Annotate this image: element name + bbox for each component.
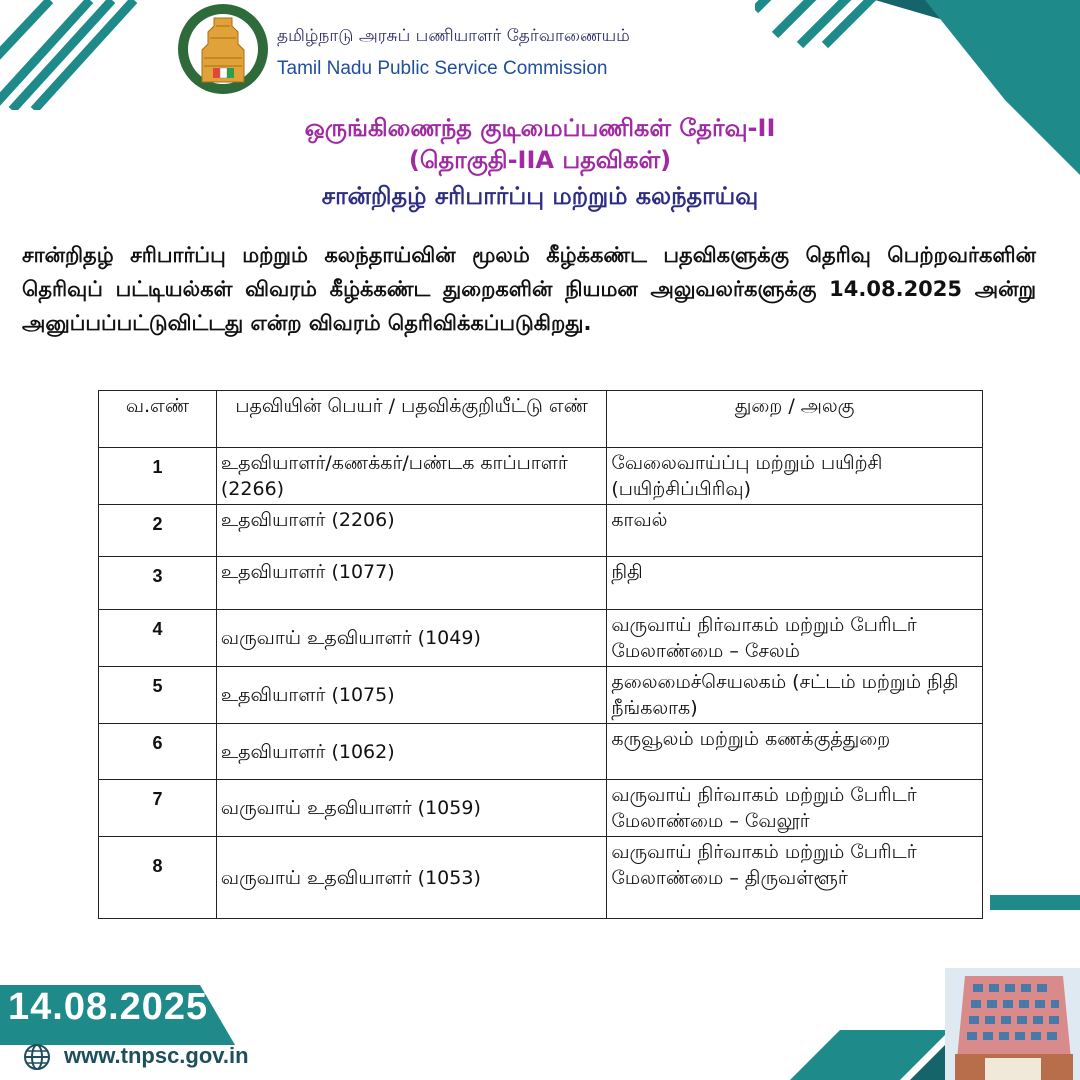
org-name-english: Tamil Nadu Public Service Commission — [277, 58, 608, 79]
tamil-nadu-emblem-icon — [176, 2, 270, 96]
cell-serial: 2 — [99, 505, 217, 557]
cell-post: உதவியாளர் (2206) — [216, 505, 606, 557]
table-row — [99, 557, 983, 610]
announcement-text: சான்றிதழ் சரிபார்ப்பு மற்றும் கலந்தாய்வின் மூலம் கீழ்க்கண்ட பதவிகளுக்கு தெரிவு பெற்றவர்களின் தெரிவுப் பட்டியல்கள் விவரம் கீழ்க்கண்ட துறைகளின் நியமன அலுவலர்களுக்கு 14.08.2025 அன்று அனுப்பப்பட்டுவிட்டது என்ற விவரம் தெரிவிக்கப்படுகிறது. — [22, 243, 1036, 335]
cell-department: காவல் — [607, 505, 983, 557]
cell-serial: 7 — [99, 780, 217, 837]
col-header-serial: வ.எண் — [99, 391, 217, 448]
cell-department: கருவூலம் மற்றும் கணக்குத்துறை — [607, 724, 983, 780]
cell-department: வருவாய் நிர்வாகம் மற்றும் பேரிடர் மேலாண்மை – சேலம் — [607, 610, 983, 667]
title-line-1: ஒருங்கிணைந்த குடிமைப்பணிகள் தேர்வு-II — [304, 114, 776, 142]
cell-serial: 6 — [99, 724, 217, 780]
cell-post: உதவியாளர் (1062) — [216, 724, 606, 780]
table-row — [99, 610, 983, 667]
website-url: www.tnpsc.gov.in — [64, 1043, 249, 1068]
cell-serial: 8 — [99, 837, 217, 919]
table-row — [99, 448, 983, 505]
notice-title — [0, 112, 1080, 216]
cell-post: உதவியாளர் (1077) — [216, 557, 606, 610]
posts-table — [98, 390, 983, 919]
cell-post: உதவியாளர் (1075) — [216, 667, 606, 724]
cell-department: வேலைவாய்ப்பு மற்றும் பயிற்சி (பயிற்சிப்பிரிவு) — [607, 448, 983, 505]
cell-department: வருவாய் நிர்வாகம் மற்றும் பேரிடர் மேலாண்மை – திருவள்ளூர் — [607, 837, 983, 919]
cell-department: நிதி — [607, 557, 983, 610]
table-header-row — [99, 391, 983, 448]
table-row — [99, 837, 983, 919]
header — [170, 2, 690, 102]
cell-department: தலைமைச்செயலகம் (சட்டம் மற்றும் நிதி நீங்கலாக) — [607, 667, 983, 724]
cell-serial: 5 — [99, 667, 217, 724]
title-line-2: (தொகுதி-IIA பதவிகள்) — [408, 146, 672, 174]
col-header-post: பதவியின் பெயர் / பதவிக்குறியீட்டு எண் — [216, 391, 606, 448]
title-line-3: சான்றிதழ் சரிபார்ப்பு மற்றும் கலந்தாய்வு — [321, 182, 759, 210]
globe-icon — [22, 1042, 52, 1072]
cell-serial: 1 — [99, 448, 217, 505]
org-name-tamil: தமிழ்நாடு அரசுப் பணியாளர் தேர்வாணையம் — [277, 26, 630, 46]
tnpsc-building-image — [945, 968, 1080, 1080]
table-row — [99, 667, 983, 724]
top-left-stripes — [0, 0, 150, 110]
footer-date: 14.08.2025 — [8, 986, 209, 1028]
cell-post: உதவியாளர்/கணக்கர்/பண்டக காப்பாளர் (2266) — [216, 448, 606, 505]
cell-serial: 3 — [99, 557, 217, 610]
table-row — [99, 780, 983, 837]
col-header-department: துறை / அலகு — [607, 391, 983, 448]
cell-serial: 4 — [99, 610, 217, 667]
cell-post: வருவாய் உதவியாளர் (1059) — [216, 780, 606, 837]
cell-department: வருவாய் நிர்வாகம் மற்றும் பேரிடர் மேலாண்மை – வேலூர் — [607, 780, 983, 837]
table-row — [99, 505, 983, 557]
table-row — [99, 724, 983, 780]
cell-post: வருவாய் உதவியாளர் (1049) — [216, 610, 606, 667]
cell-post: வருவாய் உதவியாளர் (1053) — [216, 837, 606, 919]
